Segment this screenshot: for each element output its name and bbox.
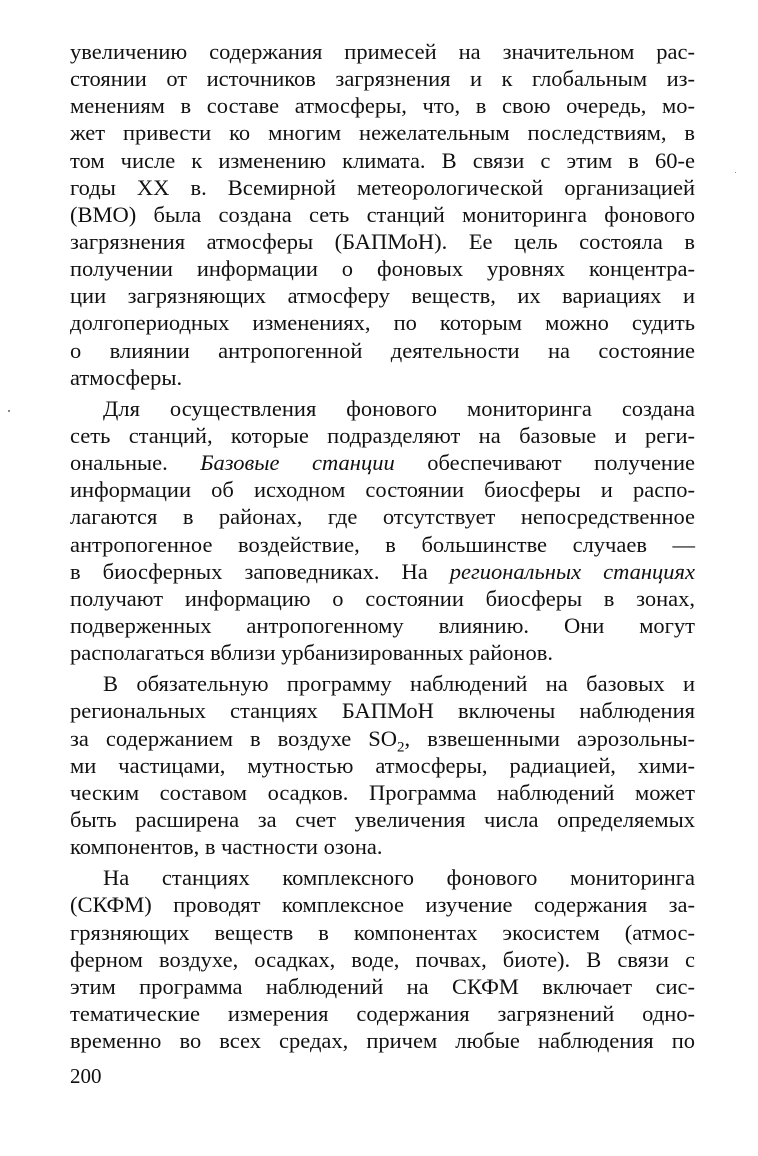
text-line: увеличению содержания примесей на значительном рас- <box>70 39 695 64</box>
text-line: информации об исходном состоянии биосферы и распо- <box>70 477 695 503</box>
page-number: 200 <box>70 1064 102 1088</box>
text-line: лагаются в районах, где отсутствует непосредственное <box>70 504 695 530</box>
text-line: компонентов, в частности озона. <box>70 834 383 860</box>
text-line: региональных станциях БАПМоН включены наблюдения <box>70 698 695 724</box>
text-line: жет привести ко многим нежелательным последствиям, в <box>70 120 695 146</box>
text-line: тематические измерения содержания загрязнений одно- <box>70 1000 695 1026</box>
scan-speck <box>8 410 10 412</box>
text-line: о влиянии антропогенной деятельности на состояние <box>70 337 695 363</box>
text-line: (ВМО) была создана сеть станций мониторинга фонового <box>70 201 695 227</box>
text-line: стоянии от источников загрязнения и к глобальным из- <box>70 66 695 92</box>
text-line: ми частицами, мутностью атмосферы, радиацией, хими- <box>70 752 695 778</box>
page-body <box>70 38 695 1054</box>
italic-term: Базовые станции <box>200 450 395 476</box>
paragraph <box>70 38 695 391</box>
text-line: загрязнения атмосферы (БАПМоН). Ее цель состояла в <box>70 228 695 254</box>
text-line: В обязательную программу наблюдений на базовых и <box>103 671 695 697</box>
text-line: ции загрязняющих атмосферу веществ, их вариациях и <box>70 283 695 309</box>
text-line: располагаться вблизи урбанизированных районов. <box>70 640 554 666</box>
text-line: ческим составом осадков. Программа наблюдений может <box>70 779 695 805</box>
text-line: Для осуществления фонового мониторинга создана <box>103 395 695 421</box>
text-line: долгопериодных изменениях, по которым можно судить <box>70 310 695 336</box>
text-line: этим программа наблюдений на СКФМ включает сис- <box>70 973 695 999</box>
text-line: ональные. Базовые станции обеспечивают получение <box>70 450 696 476</box>
paragraph <box>70 864 695 1054</box>
text-line: подверженных антропогенному влиянию. Они могут <box>70 612 695 638</box>
text-line: менениям в составе атмосферы, что, в свою очередь, мо- <box>70 93 695 119</box>
text-line: На станциях комплексного фонового мониторинга <box>103 865 695 891</box>
text-line: том числе к изменению климата. В связи с этим в 60-е <box>70 147 695 173</box>
scan-speck <box>735 172 736 173</box>
text-line: грязняющих веществ в компонентах экосистем (атмос- <box>70 919 695 945</box>
text-line: за содержанием в воздухе $SO_2$, взвешенными аэрозольны- <box>70 725 695 756</box>
text-line: сеть станций, которые подразделяют на базовые и реги- <box>70 422 695 448</box>
text-line: ферном воздухе, осадках, воде, почвах, биоте). В связи с <box>70 946 695 972</box>
text-line: годы XX в. Всемирной метеорологической организацией <box>70 174 695 200</box>
text-line: получении информации о фоновых уровнях концентра- <box>70 256 695 282</box>
paragraph <box>70 395 695 666</box>
text-line: (СКФМ) проводят комплексное изучение содержания за- <box>70 892 695 918</box>
text-line: атмосферы. <box>70 364 183 390</box>
subscript: 2 <box>397 739 405 756</box>
italic-term: региональных станциях <box>449 558 695 584</box>
text-line: быть расширена за счет увеличения числа определяемых <box>70 806 695 832</box>
text-line: антропогенное воздействие, в большинстве случаев — <box>70 531 695 557</box>
text-line: временно во всех средах, причем любые наблюдения по <box>70 1028 695 1054</box>
text-line: получают информацию о состоянии биосферы в зонах, <box>70 585 695 611</box>
text-line: в биосферных заповедниках. На региональных станциях <box>70 558 695 584</box>
paragraph <box>70 670 695 860</box>
